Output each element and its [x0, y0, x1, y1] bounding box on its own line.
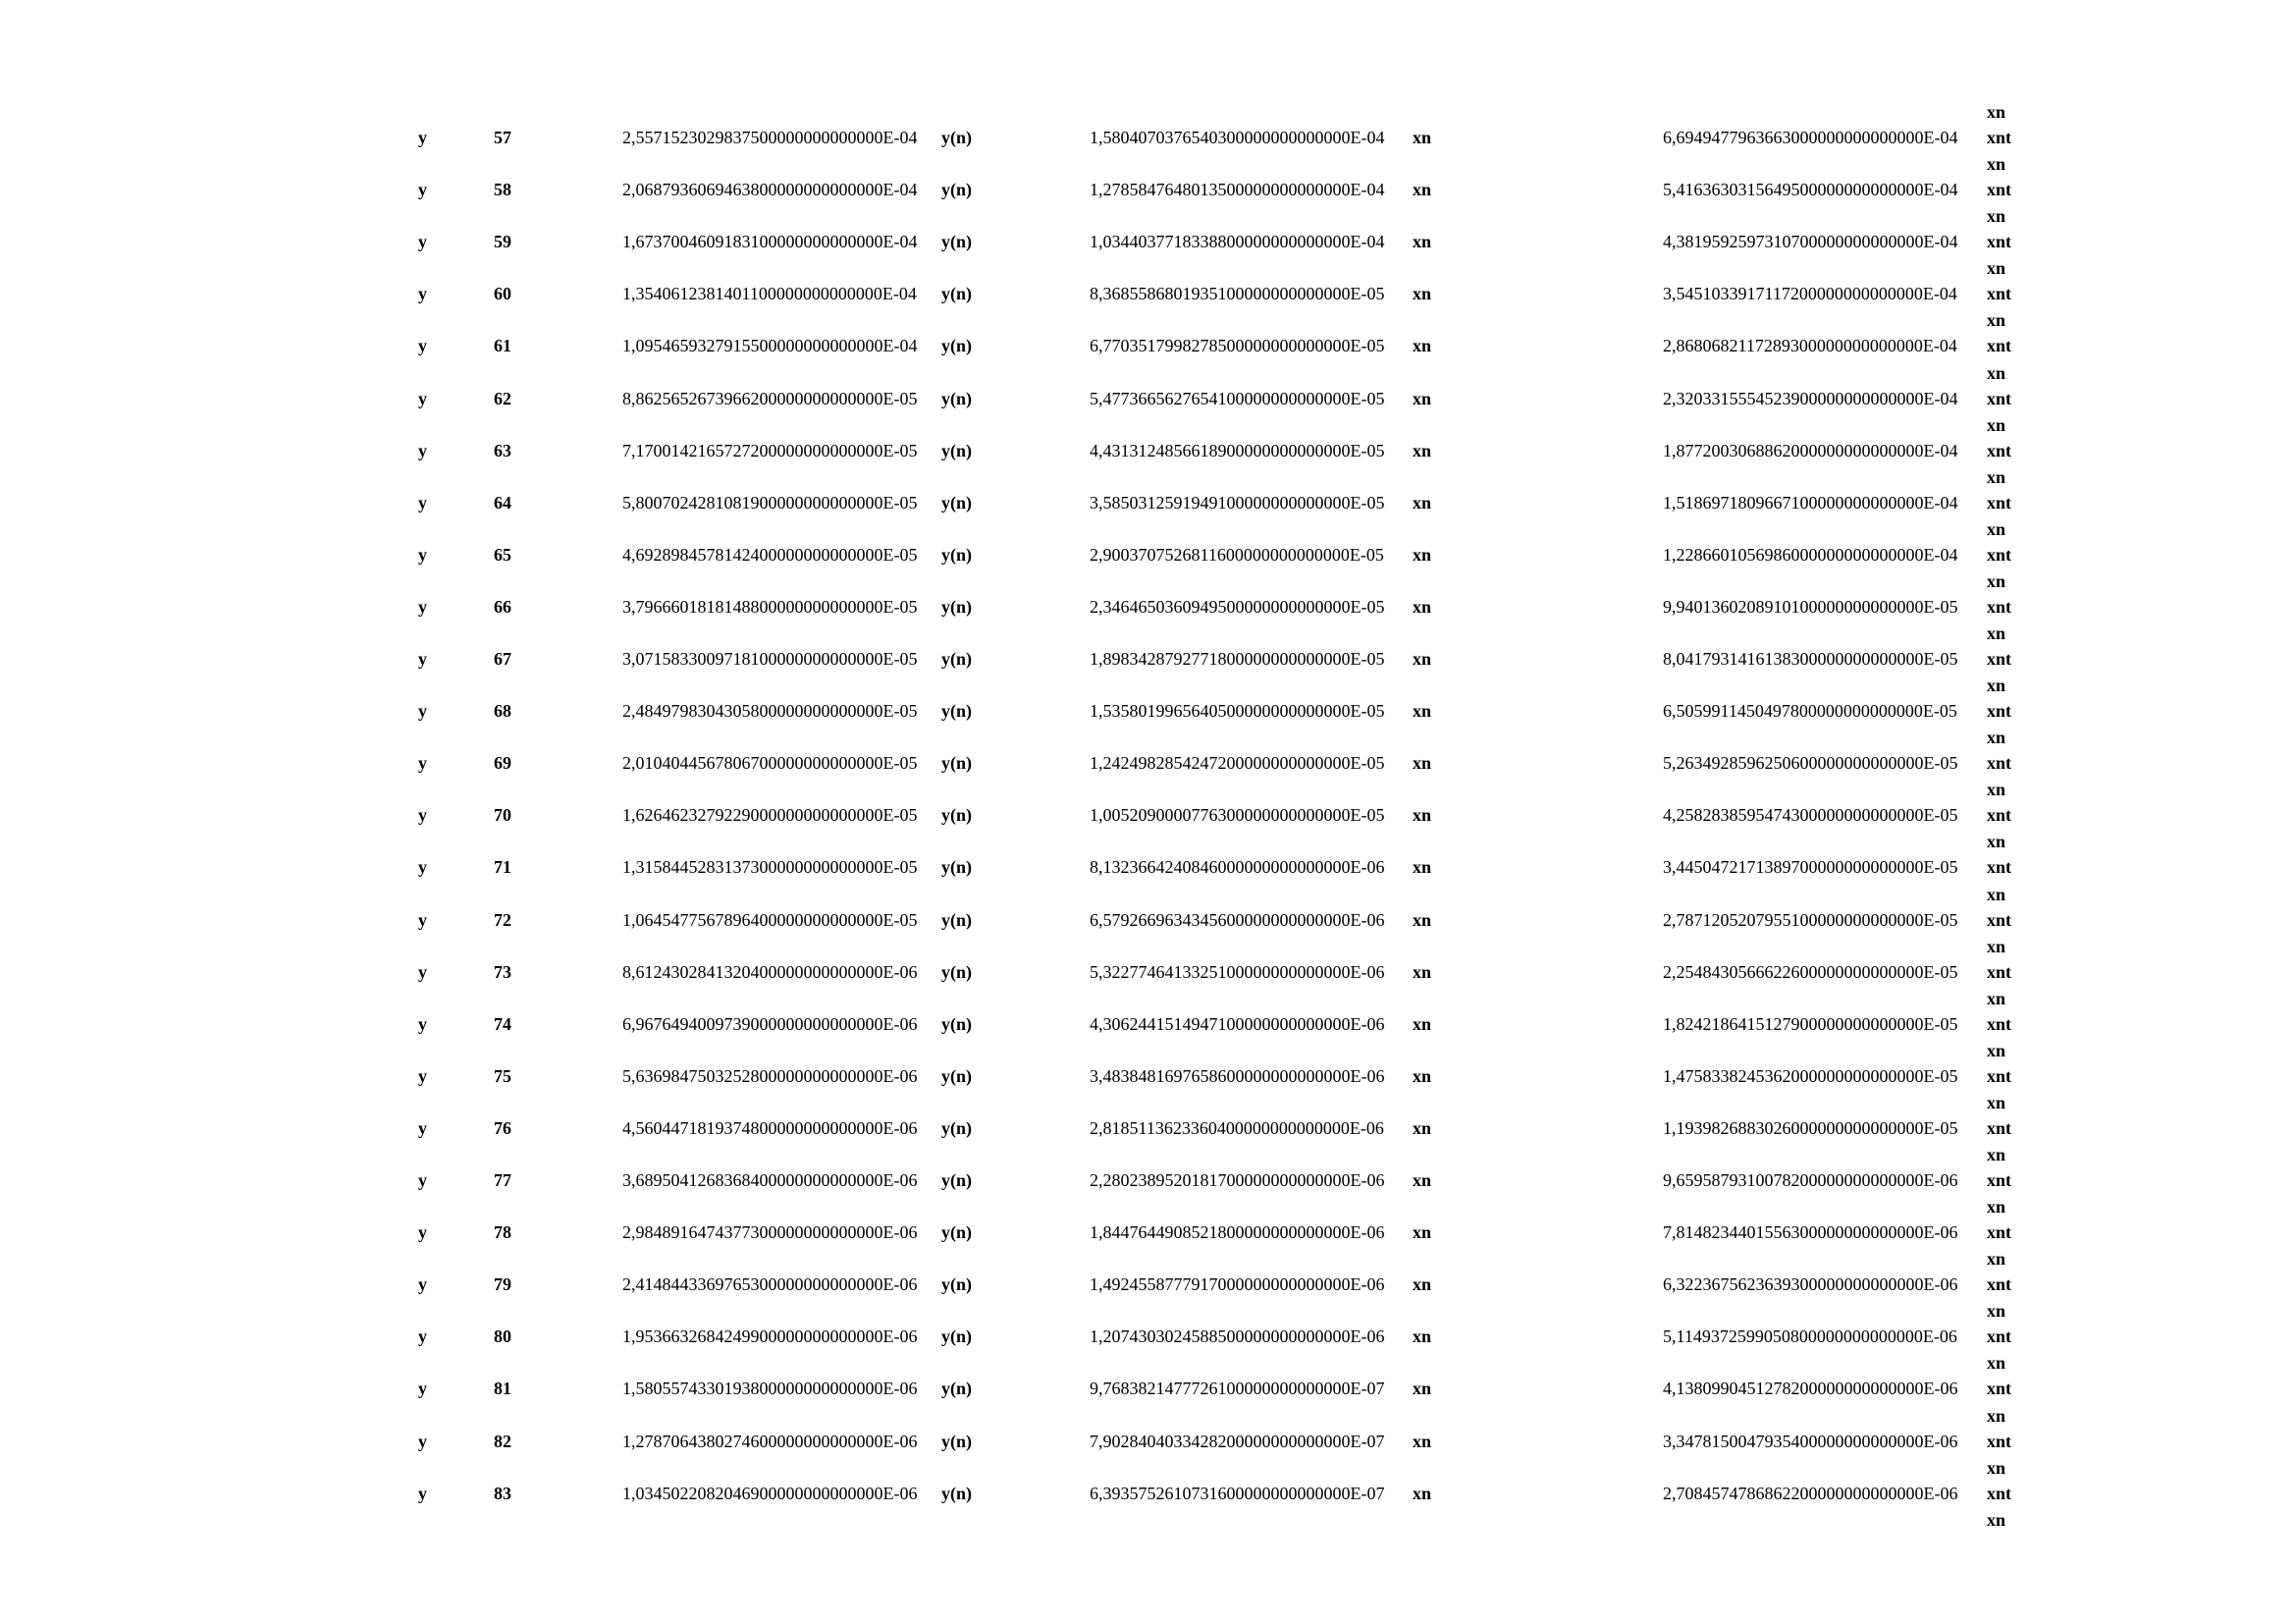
xn-value: 1,2785847648013500000000000000E-04: [1090, 180, 1385, 200]
row-index: 59: [494, 232, 511, 252]
xnt-value: 6,5059911450497800000000000000E-05: [1663, 701, 1957, 722]
row-label: y: [418, 232, 427, 252]
y-tag: y(n): [941, 1379, 972, 1399]
xn-value: 1,5804070376540300000000000000E-04: [1090, 128, 1385, 147]
xn-header-label: xn: [1987, 832, 2006, 852]
xn-header-label: xn: [1987, 1145, 2006, 1164]
row-label: y: [418, 857, 427, 878]
xn-header-label: xn: [1987, 1301, 2006, 1322]
table-row: [0, 936, 2296, 1014]
xn-header-label: xn: [1987, 206, 2006, 227]
row-label: y: [418, 1117, 427, 1138]
xn-header-label: xn: [1987, 1040, 2006, 1060]
xnt-value: 3,5451033917117200000000000000E-04: [1663, 284, 1957, 304]
row-index: 73: [494, 961, 511, 982]
row-index: 58: [494, 180, 511, 200]
y-tag: y(n): [941, 909, 972, 930]
xn-tag: xn: [1413, 336, 1432, 356]
xn-tag: xn: [1413, 180, 1432, 200]
xn-tag: xn: [1413, 961, 1432, 982]
xn-value: 1,0344037718338800000000000000E-04: [1090, 232, 1385, 252]
row-label: y: [418, 961, 427, 982]
xn-header-label: xn: [1987, 676, 2006, 696]
xn-tag: xn: [1413, 1483, 1432, 1503]
xn-tag: xn: [1413, 128, 1432, 147]
y-value: 1,3158445283137300000000000000E-05: [622, 857, 918, 878]
row-label: y: [418, 649, 427, 669]
xn-value: 1,8983428792771800000000000000E-05: [1090, 649, 1385, 669]
y-tag: y(n): [941, 1065, 972, 1086]
xn-tag: xn: [1413, 857, 1432, 878]
xnt-tag: xnt: [1987, 961, 2012, 982]
row-index: 57: [494, 128, 511, 147]
row-index: 74: [494, 1013, 511, 1034]
xn-tag: xn: [1413, 440, 1432, 460]
xn-value: 8,3685586801935100000000000000E-05: [1090, 284, 1385, 304]
y-value: 1,6737004609183100000000000000E-04: [622, 232, 918, 252]
table-row: [0, 310, 2296, 388]
xn-value: 1,0052090000776300000000000000E-05: [1090, 805, 1385, 826]
y-tag: y(n): [941, 857, 972, 878]
row-index: 61: [494, 336, 511, 356]
xnt-value: 2,7084574786862200000000000000E-06: [1663, 1483, 1958, 1503]
y-tag: y(n): [941, 180, 972, 200]
xn-tag: xn: [1413, 1065, 1432, 1086]
row-index: 66: [494, 596, 511, 617]
y-value: 2,9848916474377300000000000000E-06: [622, 1222, 918, 1243]
xnt-tag: xnt: [1987, 388, 2012, 408]
row-label: y: [418, 492, 427, 513]
row-index: 81: [494, 1379, 511, 1399]
row-label: y: [418, 596, 427, 617]
xn-header-label: xn: [1987, 362, 2006, 383]
xn-header-label: xn: [1987, 936, 2006, 956]
table-row: [0, 258, 2296, 336]
row-index: 79: [494, 1274, 511, 1295]
xnt-value: 5,4163630315649500000000000000E-04: [1663, 180, 1958, 200]
row-index: 83: [494, 1483, 511, 1503]
row-label: y: [418, 1431, 427, 1451]
y-value: 3,6895041268368400000000000000E-06: [622, 1170, 918, 1190]
table-row: [0, 518, 2296, 597]
row-label: y: [418, 544, 427, 565]
xn-header-label: xn: [1987, 258, 2006, 279]
y-tag: y(n): [941, 596, 972, 617]
table-row: [0, 1040, 2296, 1118]
xnt-tag: xnt: [1987, 1431, 2012, 1451]
row-index: 65: [494, 544, 511, 565]
xn-tag: xn: [1413, 284, 1432, 304]
table-row: [0, 676, 2296, 753]
xnt-value: 3,4450472171389700000000000000E-05: [1663, 857, 1958, 878]
table-row: [0, 884, 2296, 962]
y-tag: y(n): [941, 701, 972, 722]
xn-header-label: xn: [1987, 884, 2006, 904]
y-tag: y(n): [941, 440, 972, 460]
xn-tag: xn: [1413, 544, 1432, 565]
y-tag: y(n): [941, 1170, 972, 1190]
y-value: 4,5604471819374800000000000000E-06: [622, 1117, 918, 1138]
xnt-value: 1,2286601056986000000000000000E-04: [1663, 544, 1958, 565]
xnt-tag: xnt: [1987, 909, 2012, 930]
y-value: 5,8007024281081900000000000000E-05: [622, 492, 918, 513]
table-row: [0, 1249, 2296, 1326]
table-row: [0, 570, 2296, 649]
xn-tag: xn: [1413, 909, 1432, 930]
y-tag: y(n): [941, 1117, 972, 1138]
table-row: [0, 728, 2296, 805]
table-row: [0, 623, 2296, 701]
y-value: 3,7966601818148800000000000000E-05: [622, 596, 918, 617]
xnt-tag: xnt: [1987, 1222, 2012, 1243]
xnt-value: 1,8772003068862000000000000000E-04: [1663, 440, 1958, 460]
xnt-value: 5,1149372599050800000000000000E-06: [1663, 1326, 1957, 1347]
y-value: 6,9676494009739000000000000000E-06: [622, 1013, 918, 1034]
y-tag: y(n): [941, 1013, 972, 1034]
table-row: [0, 832, 2296, 909]
y-value: 4,6928984578142400000000000000E-05: [622, 544, 918, 565]
xnt-tag: xnt: [1987, 1379, 2012, 1399]
row-label: y: [418, 805, 427, 826]
y-value: 2,0687936069463800000000000000E-04: [622, 180, 918, 200]
table-row: [0, 414, 2296, 493]
xnt-tag: xnt: [1987, 701, 2012, 722]
row-index: 70: [494, 805, 511, 826]
xn-value: 2,9003707526811600000000000000E-05: [1090, 544, 1384, 565]
row-label: y: [418, 1065, 427, 1086]
y-tag: y(n): [941, 753, 972, 774]
y-tag: y(n): [941, 1326, 972, 1347]
xnt-value: 2,7871205207955100000000000000E-05: [1663, 909, 1958, 930]
y-value: 1,0954659327915500000000000000E-04: [622, 336, 918, 356]
row-index: 72: [494, 909, 511, 930]
xn-value: 1,8447644908521800000000000000E-06: [1090, 1222, 1385, 1243]
xnt-tag: xnt: [1987, 1065, 2012, 1086]
table-row: [0, 780, 2296, 857]
table-row: [0, 102, 2296, 180]
table-row: [0, 988, 2296, 1066]
xn-value: 2,3464650360949500000000000000E-05: [1090, 596, 1385, 617]
xn-value: 2,8185113623360400000000000000E-06: [1090, 1117, 1384, 1138]
y-value: 2,4849798304305800000000000000E-05: [622, 701, 918, 722]
xnt-tag: xnt: [1987, 649, 2012, 669]
y-value: 1,0345022082046900000000000000E-06: [622, 1483, 918, 1503]
y-tag: y(n): [941, 232, 972, 252]
y-tag: y(n): [941, 1483, 972, 1503]
xnt-tag: xnt: [1987, 1117, 2012, 1138]
row-index: 62: [494, 388, 511, 408]
y-value: 7,1700142165727200000000000000E-05: [622, 440, 918, 460]
xn-value: 4,4313124856618900000000000000E-05: [1090, 440, 1385, 460]
xn-tag: xn: [1413, 1379, 1432, 1399]
xn-value: 9,7683821477726100000000000000E-07: [1090, 1379, 1385, 1399]
xnt-tag: xnt: [1987, 544, 2012, 565]
y-value: 1,9536632684249900000000000000E-06: [622, 1326, 918, 1347]
row-label: y: [418, 388, 427, 408]
xn-value: 2,2802389520181700000000000000E-06: [1090, 1170, 1385, 1190]
xnt-value: 6,6949477963663000000000000000E-04: [1663, 128, 1958, 147]
xnt-tag: xnt: [1987, 1326, 2012, 1347]
table-row: [0, 1353, 2296, 1431]
xnt-value: 4,2582838595474300000000000000E-05: [1663, 805, 1958, 826]
xn-header-label: xn: [1987, 466, 2006, 487]
y-value: 2,5571523029837500000000000000E-04: [622, 128, 918, 147]
xnt-value: 1,4758338245362000000000000000E-05: [1663, 1065, 1958, 1086]
xnt-value: 1,5186971809667100000000000000E-04: [1663, 492, 1958, 513]
xn-header-label: xn: [1987, 1405, 2006, 1426]
xn-header-label: xn: [1987, 1249, 2006, 1270]
xnt-value: 9,9401360208910100000000000000E-05: [1663, 596, 1958, 617]
row-index: 82: [494, 1431, 511, 1451]
row-index: 78: [494, 1222, 511, 1243]
xnt-value: 2,8680682117289300000000000000E-04: [1663, 336, 1957, 356]
xn-value: 7,9028404033428200000000000000E-07: [1090, 1431, 1385, 1451]
xn-header-label: xn: [1987, 623, 2006, 643]
trailing-xn-label: xn: [1987, 1509, 2006, 1530]
row-label: y: [418, 701, 427, 722]
xn-header-label: xn: [1987, 310, 2006, 331]
xn-value: 3,5850312591949100000000000000E-05: [1090, 492, 1385, 513]
y-value: 2,0104044567806700000000000000E-05: [622, 753, 918, 774]
xn-value: 1,2424982854247200000000000000E-05: [1090, 753, 1385, 774]
xnt-tag: xnt: [1987, 857, 2012, 878]
row-label: y: [418, 336, 427, 356]
row-label: y: [418, 1222, 427, 1243]
xnt-value: 1,8242186415127900000000000000E-05: [1663, 1013, 1958, 1034]
xnt-tag: xnt: [1987, 805, 2012, 826]
y-tag: y(n): [941, 544, 972, 565]
xnt-tag: xnt: [1987, 1013, 2012, 1034]
row-label: y: [418, 284, 427, 304]
xn-value: 1,4924558777917000000000000000E-06: [1090, 1274, 1385, 1295]
xn-tag: xn: [1413, 1326, 1432, 1347]
xn-tag: xn: [1413, 805, 1432, 826]
xn-header-label: xn: [1987, 728, 2006, 748]
xnt-tag: xnt: [1987, 232, 2012, 252]
y-tag: y(n): [941, 649, 972, 669]
xnt-tag: xnt: [1987, 284, 2012, 304]
row-index: 71: [494, 857, 511, 878]
y-value: 2,4148443369765300000000000000E-06: [622, 1274, 918, 1295]
row-index: 60: [494, 284, 511, 304]
xn-header-label: xn: [1987, 988, 2006, 1008]
xn-tag: xn: [1413, 232, 1432, 252]
xnt-value: 5,2634928596250600000000000000E-05: [1663, 753, 1958, 774]
y-value: 8,8625652673966200000000000000E-05: [622, 388, 918, 408]
xn-value: 1,2074303024588500000000000000E-06: [1090, 1326, 1385, 1347]
y-value: 1,5805574330193800000000000000E-06: [622, 1379, 918, 1399]
xnt-value: 3,3478150047935400000000000000E-06: [1663, 1431, 1958, 1451]
xn-tag: xn: [1413, 1222, 1432, 1243]
xn-header-label: xn: [1987, 570, 2006, 591]
row-index: 64: [494, 492, 511, 513]
xnt-value: 9,6595879310078200000000000000E-06: [1663, 1170, 1958, 1190]
xn-tag: xn: [1413, 1170, 1432, 1190]
xnt-value: 4,3819592597310700000000000000E-04: [1663, 232, 1958, 252]
xn-value: 6,3935752610731600000000000000E-07: [1090, 1483, 1385, 1503]
table-row: [0, 206, 2296, 284]
xnt-value: 2,2548430566622600000000000000E-05: [1663, 961, 1958, 982]
xn-header-label: xn: [1987, 414, 2006, 435]
xnt-value: 8,0417931416138300000000000000E-05: [1663, 649, 1958, 669]
xnt-tag: xnt: [1987, 492, 2012, 513]
xnt-value: 2,3203315554523900000000000000E-04: [1663, 388, 1958, 408]
xn-tag: xn: [1413, 1117, 1432, 1138]
row-label: y: [418, 128, 427, 147]
xn-header-label: xn: [1987, 102, 2006, 122]
table-row: [0, 1405, 2296, 1484]
y-tag: y(n): [941, 1274, 972, 1295]
xnt-value: 7,8148234401556300000000000000E-06: [1663, 1222, 1958, 1243]
y-value: 1,2787064380274600000000000000E-06: [622, 1431, 918, 1451]
xnt-tag: xnt: [1987, 1483, 2012, 1503]
y-tag: y(n): [941, 388, 972, 408]
row-label: y: [418, 1274, 427, 1295]
xnt-value: 1,1939826883026000000000000000E-05: [1663, 1117, 1958, 1138]
row-index: 69: [494, 753, 511, 774]
y-value: 5,6369847503252800000000000000E-06: [622, 1065, 918, 1086]
xn-header-label: xn: [1987, 780, 2006, 800]
row-label: y: [418, 1170, 427, 1190]
y-tag: y(n): [941, 961, 972, 982]
xn-tag: xn: [1413, 1013, 1432, 1034]
y-value: 1,3540612381401100000000000000E-04: [622, 284, 917, 304]
xn-header-label: xn: [1987, 1353, 2006, 1374]
xnt-tag: xnt: [1987, 336, 2012, 356]
xnt-value: 4,1380990451278200000000000000E-06: [1663, 1379, 1958, 1399]
xnt-tag: xnt: [1987, 440, 2012, 460]
row-label: y: [418, 1013, 427, 1034]
y-value: 1,0645477567896400000000000000E-05: [622, 909, 918, 930]
row-index: 67: [494, 649, 511, 669]
xn-tag: xn: [1413, 388, 1432, 408]
row-label: y: [418, 909, 427, 930]
xn-value: 4,3062441514947100000000000000E-06: [1090, 1013, 1385, 1034]
xn-value: 8,1323664240846000000000000000E-06: [1090, 857, 1385, 878]
y-tag: y(n): [941, 284, 972, 304]
row-label: y: [418, 440, 427, 460]
xn-tag: xn: [1413, 753, 1432, 774]
row-index: 76: [494, 1117, 511, 1138]
y-value: 8,6124302841320400000000000000E-06: [622, 961, 918, 982]
y-tag: y(n): [941, 1222, 972, 1243]
row-label: y: [418, 1483, 427, 1503]
xnt-tag: xnt: [1987, 1274, 2012, 1295]
xnt-tag: xnt: [1987, 1170, 2012, 1190]
xn-tag: xn: [1413, 492, 1432, 513]
row-index: 80: [494, 1326, 511, 1347]
xn-tag: xn: [1413, 1431, 1432, 1451]
y-tag: y(n): [941, 492, 972, 513]
xn-value: 5,3227746413325100000000000000E-06: [1090, 961, 1385, 982]
table-row: [0, 362, 2296, 441]
table-row: [0, 154, 2296, 232]
xn-tag: xn: [1413, 701, 1432, 722]
y-value: 3,0715833009718100000000000000E-05: [622, 649, 918, 669]
xnt-value: 6,3223675623639300000000000000E-06: [1663, 1274, 1958, 1295]
row-label: y: [418, 1326, 427, 1347]
y-tag: y(n): [941, 1431, 972, 1451]
y-value: 1,6264623279229000000000000000E-05: [622, 805, 918, 826]
xn-header-label: xn: [1987, 518, 2006, 539]
y-tag: y(n): [941, 128, 972, 147]
xn-value: 6,7703517998278500000000000000E-05: [1090, 336, 1385, 356]
row-index: 77: [494, 1170, 511, 1190]
y-tag: y(n): [941, 336, 972, 356]
xn-value: 3,4838481697658600000000000000E-06: [1090, 1065, 1385, 1086]
table-row: [0, 1457, 2296, 1536]
table-row: [0, 1145, 2296, 1222]
xn-header-label: xn: [1987, 1457, 2006, 1478]
y-tag: y(n): [941, 805, 972, 826]
xn-value: 5,4773665627654100000000000000E-05: [1090, 388, 1385, 408]
row-label: y: [418, 753, 427, 774]
xnt-tag: xnt: [1987, 128, 2012, 147]
xn-tag: xn: [1413, 596, 1432, 617]
xn-value: 6,5792669634345600000000000000E-06: [1090, 909, 1385, 930]
xnt-tag: xnt: [1987, 180, 2012, 200]
table-row: [0, 1301, 2296, 1379]
xnt-tag: xnt: [1987, 596, 2012, 617]
xn-header-label: xn: [1987, 1092, 2006, 1112]
xn-value: 1,5358019965640500000000000000E-05: [1090, 701, 1385, 722]
xn-header-label: xn: [1987, 154, 2006, 175]
row-label: y: [418, 180, 427, 200]
xn-header-label: xn: [1987, 1197, 2006, 1217]
row-label: y: [418, 1379, 427, 1399]
table-row: [0, 466, 2296, 545]
table-row: [0, 1092, 2296, 1170]
xn-tag: xn: [1413, 1274, 1432, 1295]
table-row: [0, 1197, 2296, 1274]
row-index: 75: [494, 1065, 511, 1086]
row-index: 68: [494, 701, 511, 722]
row-index: 63: [494, 440, 511, 460]
xn-tag: xn: [1413, 649, 1432, 669]
xnt-tag: xnt: [1987, 753, 2012, 774]
